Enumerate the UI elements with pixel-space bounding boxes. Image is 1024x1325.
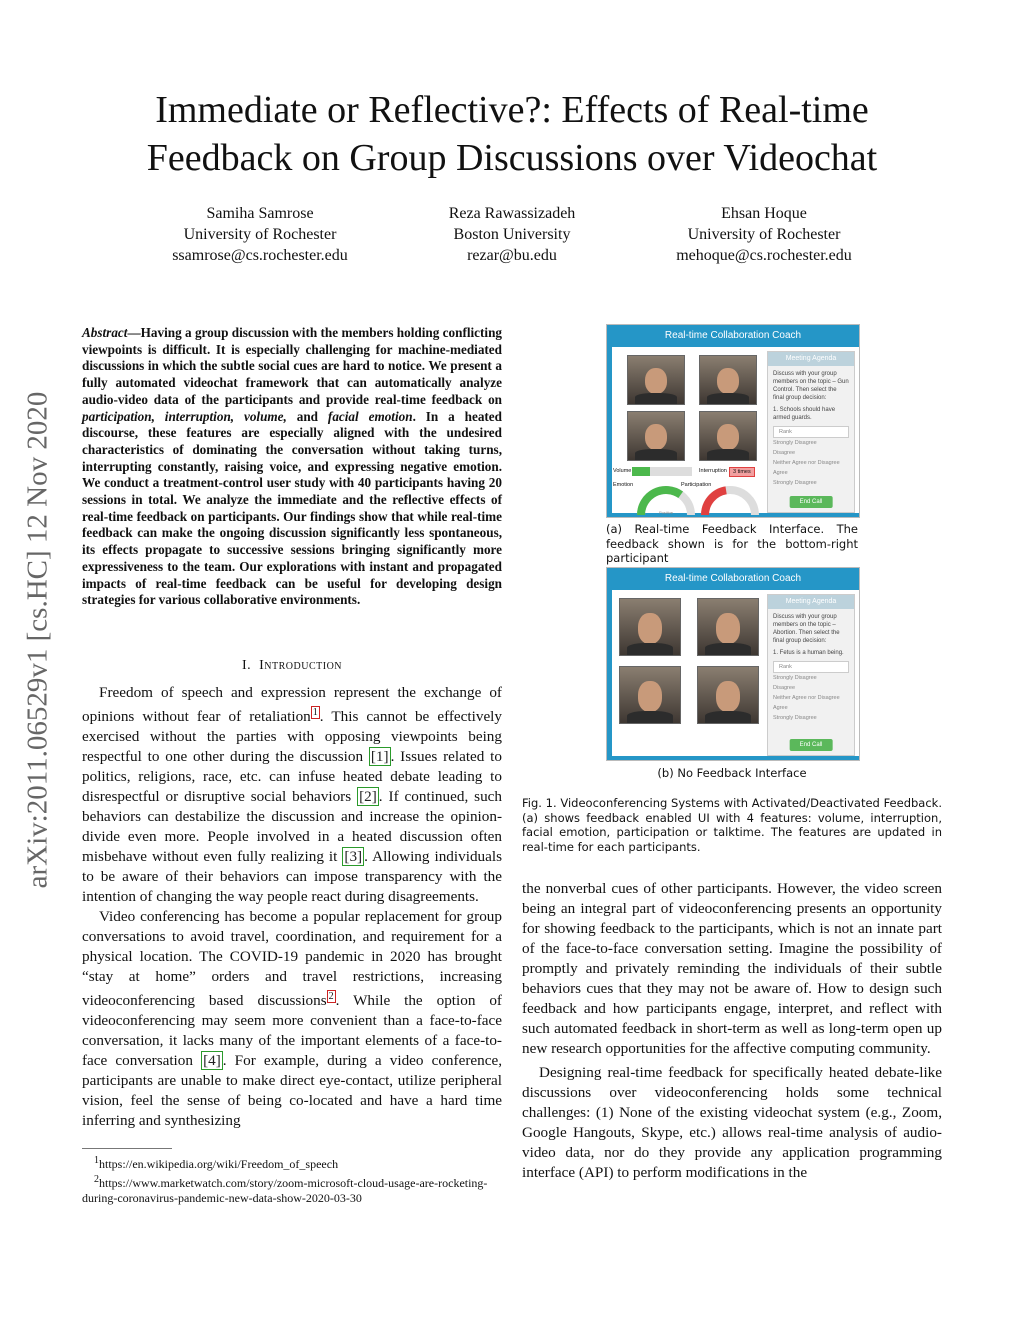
abstract-emphasis: facial emotion: [327, 408, 413, 424]
participant-video: [699, 355, 757, 405]
meeting-agenda-panel: [767, 594, 855, 756]
participant-video: [627, 411, 685, 461]
arxiv-id: arXiv:2011.06529v1 [cs.HC] 12 Nov 2020: [21, 391, 54, 889]
author-email: rezar@bu.edu: [467, 247, 557, 264]
interruption-label: Interruption: [699, 468, 727, 474]
option[interactable]: Disagree: [773, 450, 796, 456]
paper-title: [60, 86, 964, 182]
abstract: [82, 325, 502, 609]
author-email: mehoque@cs.rochester.edu: [676, 247, 852, 264]
citation-link[interactable]: [1]: [370, 748, 389, 766]
volume-fill: [632, 467, 650, 476]
paragraph: the nonverbal cues of other participants. However, the video screen being an integral part of videoconferencing presents an opportunity for showing feedback to the participants, which is not an innate part of the face-to-face conversation setting. Imagine the possibility of promptly and privately reminding the individuals of their subtle behaviors cues that they may not be aware of. How to design such feedback and how participants engage, interpret, and reflect with such automated feedback in short-term as well as long-term open up new research opportunities for the affective computing community.: [522, 880, 942, 1057]
participant-video: [697, 666, 759, 724]
author-affiliation: University of Rochester: [687, 226, 841, 243]
citation-link[interactable]: [3]: [344, 848, 363, 866]
footnote-link[interactable]: 1: [312, 707, 318, 718]
author-block-1: [160, 203, 360, 266]
participant-video: [627, 355, 685, 405]
author-name: Ehsan Hoque: [721, 205, 807, 222]
footnote-link[interactable]: 2: [328, 991, 334, 1003]
abstract-label: Abstract: [82, 325, 128, 340]
author-block-2: [412, 203, 612, 266]
agenda-title: Meeting Agenda: [768, 595, 854, 609]
participant-video: [619, 598, 681, 656]
ui-title-bar: Real-time Collaboration Coach: [607, 325, 859, 347]
section-heading: [82, 658, 502, 674]
option[interactable]: Strongly Disagree: [773, 675, 817, 681]
participant-video: [697, 598, 759, 656]
abstract-text: —Having a group discussion with the members holding conflicting viewpoints is difficult. It is especially challenging for machine-mediated discussions in which the subtle social cues are hard to notice. We present a fully automated videochat framework that can automatically analyze audio-video data of the participants and provide real-time feedback on: [82, 325, 502, 407]
intro-body: [82, 683, 502, 1131]
author-name: Reza Rawassizadeh: [448, 205, 576, 222]
footnote-divider: [82, 1148, 172, 1149]
volume-label: Volume: [613, 468, 632, 474]
author-name: Samiha Samrose: [206, 205, 314, 222]
option[interactable]: Agree: [773, 705, 788, 711]
abstract-text: . In a heated discourse, these features are especially aligned with the undesired characteristics of dominating the conversation without taking turns, interrupting constantly, raising voice, and expressing negative emotion. We conduct a treatment-control user study with 40 participants having 20 sessions in total. We analyze the immediate and the reflective effects of real-time feedback on participants. Our findings show that while real-time feedback can make the ongoing discussion significantly less spontaneous, its effects propagate to successive sessions bringing significantly more expressiveness to the team. Our explorations with instant and propagated impacts of real-time feedback can be useful for developing design strategies for various collaborative environments.: [82, 408, 502, 608]
participation-label: Participation: [681, 482, 712, 488]
agenda-item: 1. Schools should have armed guards.: [773, 407, 836, 421]
section-title: Introduction: [259, 658, 343, 673]
paragraph: Designing real-time feedback for specifically heated debate-like discussions over videoconferencing holds some technical challenges: (1) None of the existing videochat system (e.g., Zoom, Google Hangouts, Skype, etc.) allows real-time analysis of audio-video data, nor do they provide any application programming interface (API) to perform modifications in the: [522, 1064, 942, 1181]
paragraph: Freedom of speech and expression represent the exchange of opinions without fear of retaliation $^1$ . This cannot be effectively exercised without the parties with opposing viewpoints being respectful to one other during the discussion [1] . Issues related to politics, religions, race, etc. can infuse heated debate leading to disrespectful or disruptive social behaviors [2] . If continued, such behaviors can destabilize the discussion and increase the opinion-divide even more. People involved in a heated discussion often misbehave without even fully realizing it [3] . Allowing individuals to be aware of their behaviors can impose transparency with the intention of changing the way people react during disagreements.: [82, 684, 502, 906]
emotion-gauge-label: Positive: [658, 510, 674, 515]
meeting-agenda-panel: [767, 351, 855, 513]
abstract-emphasis: participation, interruption, volume,: [82, 408, 287, 424]
footnote-url[interactable]: https://www.marketwatch.com/story/zoom-microsoft-cloud-usage-are-rocketing-during-coronavirus-pandemic-new-data-show-2020-03-30: [82, 1176, 488, 1205]
agenda-text: Discuss with your group members on the topic – Abortion. Then select the final group decision:: [773, 614, 840, 644]
section-number: I.: [241, 658, 252, 673]
end-call-button[interactable]: End Call: [790, 739, 833, 751]
option[interactable]: Disagree: [773, 685, 796, 691]
option[interactable]: Agree: [773, 470, 788, 476]
abstract-text: and: [286, 408, 328, 424]
footnotes: [82, 1153, 502, 1206]
rank-select[interactable]: Rank: [773, 426, 849, 438]
arxiv-stamp: [8, 340, 68, 940]
end-call-button[interactable]: End Call: [790, 496, 833, 508]
subcaption-a: (a) Real-time Feedback Interface. The feedback shown is for the bottom-right participant: [606, 522, 858, 565]
author-affiliation: University of Rochester: [183, 226, 337, 243]
subcaption-b: (b) No Feedback Interface: [657, 766, 807, 780]
agenda-text: Discuss with your group members on the topic – Gun Control. Then select the final group decision:: [773, 371, 849, 401]
author-block-3: [654, 203, 874, 266]
ui-title-bar: Real-time Collaboration Coach: [607, 568, 859, 590]
rank-select[interactable]: Rank: [773, 661, 849, 673]
emotion-gauge: [635, 483, 697, 517]
author-email: ssamrose@cs.rochester.edu: [172, 247, 348, 264]
citation-link[interactable]: [2]: [359, 788, 377, 806]
right-column-body: [522, 879, 942, 1183]
interruption-count: 3 times: [729, 467, 755, 477]
agenda-title: Meeting Agenda: [768, 352, 854, 366]
option[interactable]: Strongly Disagree: [773, 480, 817, 486]
participant-video: [699, 411, 757, 461]
option[interactable]: Strongly Disagree: [773, 440, 817, 446]
title-line-1: Immediate or Reflective?: Effects of Real-time: [155, 89, 869, 131]
volume-bar: [632, 467, 692, 476]
feedback-ui-screenshot: [606, 324, 860, 518]
footnote-2: $^2$https://www.marketwatch.com/story/zoom-microsoft-cloud-usage-are-rocketing-during-coronavirus-pandemic-new-data-show-2020-03-30: [82, 1174, 488, 1205]
figure-caption: Fig. 1. Videoconferencing Systems with Activated/Deactivated Feedback. (a) shows feedback enabled UI with 4 features: volume, interruption, facial emotion, participation or talktime. The features are updated in real-time for each participants.: [522, 796, 942, 854]
participation-gauge: [699, 483, 761, 517]
citation-link[interactable]: [4]: [203, 1052, 221, 1070]
participant-video: [619, 666, 681, 724]
option[interactable]: Strongly Disagree: [773, 715, 817, 721]
footnote-url[interactable]: https://en.wikipedia.org/wiki/Freedom_of_speech: [99, 1157, 339, 1171]
title-line-2: Feedback on Group Discussions over Videochat: [146, 137, 878, 179]
paragraph: Video conferencing has become a popular replacement for group conversations to avoid travel, coordination, and requirement for a physical location. The COVID-19 pandemic in 2020 has brought “stay at home” orders and travel restrictions, increasing videoconferencing based discussions $^2$ . While the option of videoconferencing may seem more convenient than a face-to-face conversation, it lacks many of the important elements of a face-to-face conversation [4] . For example, during a video conference, participants are unable to make direct eye-contact, utilize peripheral vision, feel the sense of being co-located and have a hard time inferring and synthesizing: [82, 908, 502, 1130]
option[interactable]: Neither Agree nor Disagree: [773, 460, 840, 466]
author-affiliation: Boston University: [453, 226, 571, 243]
no-feedback-ui-screenshot: [606, 567, 860, 761]
footnote-1: $^1$https://en.wikipedia.org/wiki/Freedom_of_speech: [94, 1155, 339, 1171]
agenda-item: 1. Fetus is a human being.: [773, 650, 844, 656]
emotion-label: Emotion: [613, 482, 634, 488]
option[interactable]: Neither Agree nor Disagree: [773, 695, 840, 701]
